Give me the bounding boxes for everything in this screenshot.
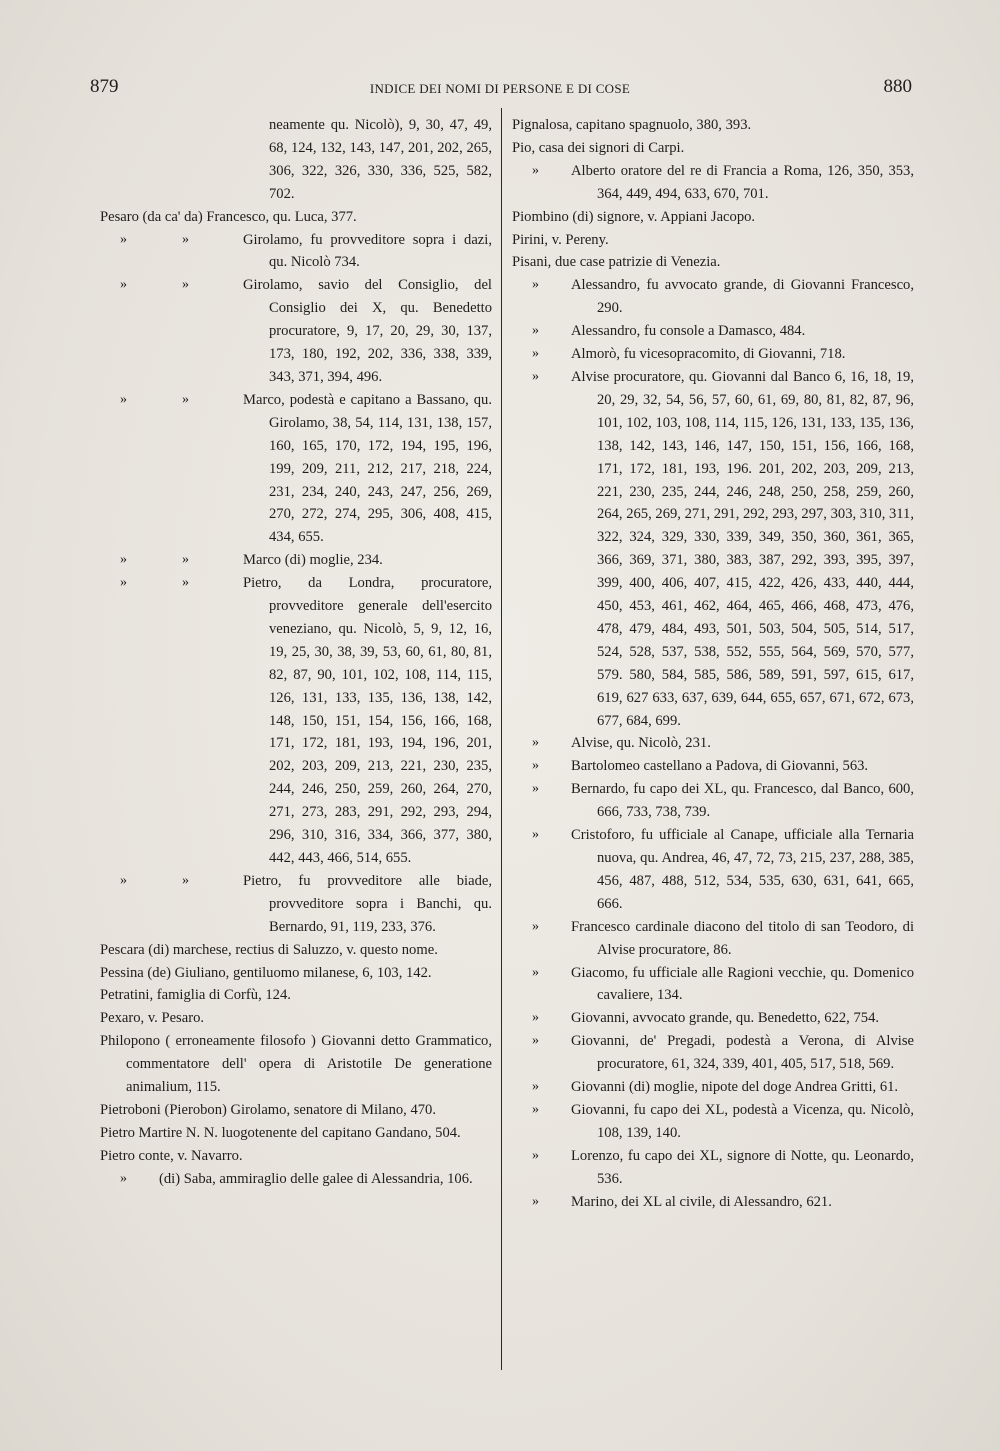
index-entry-text: Pirini, v. Pereny. [512, 231, 609, 248]
index-entry-text: Marino, dei XL al civile, di Alessandro, 621. [571, 1193, 832, 1210]
index-entry-text: (di) Saba, ammiraglio delle galee di Alessandria, 106. [159, 1170, 473, 1187]
index-entry [100, 114, 492, 206]
index-entry [512, 824, 914, 916]
index-entry [100, 870, 492, 939]
right-index-column [512, 114, 914, 1214]
index-entry-text: Pessina (de) Giuliano, gentiluomo milanese, 6, 103, 142. [100, 964, 432, 981]
ditto-marker: » [182, 872, 189, 888]
index-entry-text: Pexaro, v. Pesaro. [100, 1010, 205, 1027]
ditto-marker: » [182, 552, 189, 568]
left-index-column [100, 114, 492, 1191]
index-entry [100, 572, 492, 870]
index-entry [512, 1191, 914, 1214]
index-entry [512, 251, 914, 274]
ditto-marker: » [532, 1101, 539, 1117]
index-entry-text: Giacomo, fu ufficiale alle Ragioni vecchie, qu. Domenico cavaliere, 134. [571, 964, 914, 1004]
index-entry [512, 778, 914, 824]
index-entry-text: Almorò, fu vicesopracomito, di Giovanni, 718. [571, 346, 846, 363]
ditto-marker: » [182, 231, 189, 247]
index-entry-text: Piombino (di) signore, v. Appiani Jacopo. [512, 208, 756, 225]
index-entry [512, 1030, 914, 1076]
index-entry [100, 1030, 492, 1099]
index-entry-text: Petratini, famiglia di Corfù, 124. [100, 987, 291, 1004]
ditto-marker: » [120, 1170, 127, 1186]
ditto-marker: » [532, 827, 539, 843]
index-entry-text: Francesco cardinale diacono del titolo di san Teodoro, di Alvise procuratore, 86. [571, 918, 914, 958]
index-entry-text: Girolamo, fu provveditore sopra i dazi, qu. Nicolò 734. [243, 231, 492, 271]
ditto-marker: » [532, 162, 539, 178]
ditto-marker: » [532, 1147, 539, 1163]
index-entry-text: Alvise procuratore, qu. Giovanni dal Banco 6, 16, 18, 19, 20, 29, 32, 54, 56, 57, 60, 61, 69, 80, 81, 82, 87, 96, 101, 102, 103, 108, 114, 115, 126, 131, 133, 135, 136, 138, 142, 143, 146, 147, 150, 151, 156, 166, 168, 171, 172, 181, 193, 196. 201, 202, 203, 209, 213, 221, 230, 235, 244, 246, 248, 250, 258, 259, 260, 264, 265, 269, 271, 291, 292, 293, 297, 303, 310, 311, 322, 324, 329, 330, 339, 349, 350, 360, 361, 365, 366, 369, 371, 380, 383, 387, 292, 393, 395, 397, 399, 400, 406, 407, 415, 422, 426, 433, 440, 444, 450, 453, 461, 462, 464, 465, 466, 468, 473, 476, 478, 479, 484, 493, 501, 503, 504, 505, 514, 517, 524, 528, 537, 538, 552, 555, 564, 569, 570, 577, 579. 580, 584, 585, 586, 589, 591, 597, 615, 617, 619, 627 633, 637, 639, 644, 655, 657, 671, 672, 673, 677, 684, 699. [571, 368, 914, 729]
index-entry-text: Giovanni, de' Pregadi, podestà a Verona, di Alvise procuratore, 61, 324, 339, 401, 405, 517, 518, 569. [571, 1033, 914, 1073]
index-entry [512, 366, 914, 733]
index-entry [512, 206, 914, 229]
index-entry-text: Cristoforo, fu ufficiale al Canape, ufficiale alla Ternaria nuova, qu. Andrea, 46, 47, 72, 73, 215, 237, 288, 385, 456, 487, 488, 512, 534, 535, 630, 631, 641, 665, 666. [571, 827, 914, 912]
ditto-marker: » [182, 277, 189, 293]
index-entry-text: Giovanni (di) moglie, nipote del doge Andrea Gritti, 61. [571, 1079, 899, 1096]
index-entry [100, 389, 492, 549]
ditto-marker: » [182, 391, 189, 407]
index-entry-text: Bartolomeo castellano a Padova, di Giovanni, 563. [571, 758, 869, 775]
index-entry [512, 1145, 914, 1191]
index-entry [100, 1007, 492, 1030]
ditto-marker: » [532, 1033, 539, 1049]
index-entry-text: Philopono ( erroneamente filosofo ) Giovanni detto Grammatico, commentatore dell' opera di Aristotile De generatione animalium, 115. [100, 1033, 492, 1096]
index-entry [100, 274, 492, 389]
page-header [82, 76, 918, 106]
index-entry [512, 1007, 914, 1030]
index-entry [512, 916, 914, 962]
index-entry [100, 549, 492, 572]
index-entry [512, 114, 914, 137]
ditto-marker: » [532, 964, 539, 980]
index-entry [512, 1076, 914, 1099]
ditto-marker: » [532, 918, 539, 934]
index-entry [100, 984, 492, 1007]
ditto-marker: » [120, 391, 127, 407]
index-entry-text: Marco (di) moglie, 234. [243, 552, 383, 569]
index-entry-text: Alessandro, fu console a Damasco, 484. [571, 323, 806, 340]
index-entry [100, 1168, 492, 1191]
index-entry [512, 343, 914, 366]
index-entry [100, 206, 492, 229]
index-entry-text: Pio, casa dei signori di Carpi. [512, 139, 685, 156]
ditto-marker: » [182, 575, 189, 591]
index-entry [512, 962, 914, 1008]
index-entry [100, 1122, 492, 1145]
index-entry-text: Pescara (di) marchese, rectius di Saluzzo, v. questo nome. [100, 941, 438, 958]
ditto-marker: » [532, 758, 539, 774]
page-number-right: 880 [883, 76, 912, 97]
ditto-marker: » [532, 735, 539, 751]
index-entry-text: Pisani, due case patrizie di Venezia. [512, 254, 721, 271]
ditto-marker: » [532, 1079, 539, 1095]
index-entry-text: Pietro, fu provveditore alle biade, provveditore sopra i Banchi, qu. Bernardo, 91, 119, 233, 376. [243, 872, 492, 935]
index-entry [512, 1099, 914, 1145]
index-entry-text: Giovanni, fu capo dei XL, podestà a Vicenza, qu. Nicolò, 108, 139, 140. [571, 1101, 914, 1141]
index-entry-text: Pignalosa, capitano spagnuolo, 380, 393. [512, 117, 752, 133]
ditto-marker: » [532, 1010, 539, 1026]
running-title: INDICE DEI NOMI DI PERSONE E DI COSE [369, 81, 631, 96]
ditto-marker: » [120, 231, 127, 247]
ditto-marker: » [532, 323, 539, 339]
index-entry-text: Marco, podestà e capitano a Bassano, qu. Girolamo, 38, 54, 114, 131, 138, 157, 160, 165, 170, 172, 194, 195, 196, 199, 209, 211, 212, 217, 218, 224, 231, 234, 240, 243, 247, 256, 269, 270, 272, 274, 295, 306, 408, 415, 434, 655. [243, 391, 492, 546]
index-entry [100, 962, 492, 985]
index-entry [512, 732, 914, 755]
index-entry [512, 755, 914, 778]
index-entry-text: Giovanni, avvocato grande, qu. Benedetto, 622, 754. [571, 1010, 880, 1027]
column-divider [501, 108, 502, 1370]
ditto-marker: » [120, 552, 127, 568]
index-entry [512, 229, 914, 252]
index-entry-text: Girolamo, savio del Consiglio, del Consiglio dei X, qu. Benedetto procuratore, 9, 17, 20, 29, 30, 137, 173, 180, 192, 202, 336, 338, 339, 343, 371, 394, 496. [243, 277, 492, 385]
ditto-marker: » [532, 346, 539, 362]
index-entry-text: Pietroboni (Pierobon) Girolamo, senatore di Milano, 470. [100, 1101, 437, 1118]
ditto-marker: » [532, 1193, 539, 1209]
ditto-marker: » [532, 368, 539, 384]
index-entry-text: Pesaro (da ca' da) Francesco, qu. Luca, 377. [100, 208, 357, 225]
index-entry [100, 1099, 492, 1122]
page-number-left: 879 [90, 76, 119, 97]
ditto-marker: » [532, 277, 539, 293]
ditto-marker: » [120, 575, 127, 591]
index-entry-text: neamente qu. Nicolò), 9, 30, 47, 49, 68, 124, 132, 143, 147, 201, 202, 265, 306, 322, 326, 330, 336, 525, 582, 702. [269, 117, 492, 202]
index-entry-text: Bernardo, fu capo dei XL, qu. Francesco, dal Banco, 600, 666, 733, 738, 739. [571, 781, 914, 821]
index-entry-text: Pietro conte, v. Navarro. [100, 1147, 243, 1164]
index-entry [100, 229, 492, 275]
index-entry-text: Alvise, qu. Nicolò, 231. [571, 735, 711, 752]
index-entry [100, 1145, 492, 1168]
index-entry [512, 320, 914, 343]
index-entry-text: Alessandro, fu avvocato grande, di Giovanni Francesco, 290. [571, 277, 914, 317]
index-entry [512, 160, 914, 206]
index-entry-text: Pietro, da Londra, procuratore, provveditore generale dell'esercito veneziano, qu. Nicolò, 5, 9, 12, 16, 19, 25, 30, 38, 39, 53, 60, 61, 80, 81, 82, 87, 90, 101, 102, 108, 114, 115, 126, 131, 133, 135, 136, 138, 142, 148, 150, 151, 154, 156, 166, 168, 171, 172, 181, 193, 194, 196, 201, 202, 203, 209, 213, 221, 230, 235, 244, 246, 250, 259, 260, 264, 270, 271, 273, 283, 291, 292, 293, 294, 296, 310, 316, 334, 366, 377, 380, 442, 443, 466, 514, 655. [243, 575, 492, 866]
index-entry-text: Pietro Martire N. N. luogotenente del capitano Gandano, 504. [100, 1124, 461, 1141]
index-entry-text: Alberto oratore del re di Francia a Roma, 126, 350, 353, 364, 449, 494, 633, 670, 701. [571, 162, 914, 202]
ditto-marker: » [120, 872, 127, 888]
index-entry [512, 274, 914, 320]
index-entry [100, 939, 492, 962]
index-entry-text: Lorenzo, fu capo dei XL, signore di Notte, qu. Leonardo, 536. [571, 1147, 914, 1187]
ditto-marker: » [532, 781, 539, 797]
ditto-marker: » [120, 277, 127, 293]
index-entry [512, 137, 914, 160]
